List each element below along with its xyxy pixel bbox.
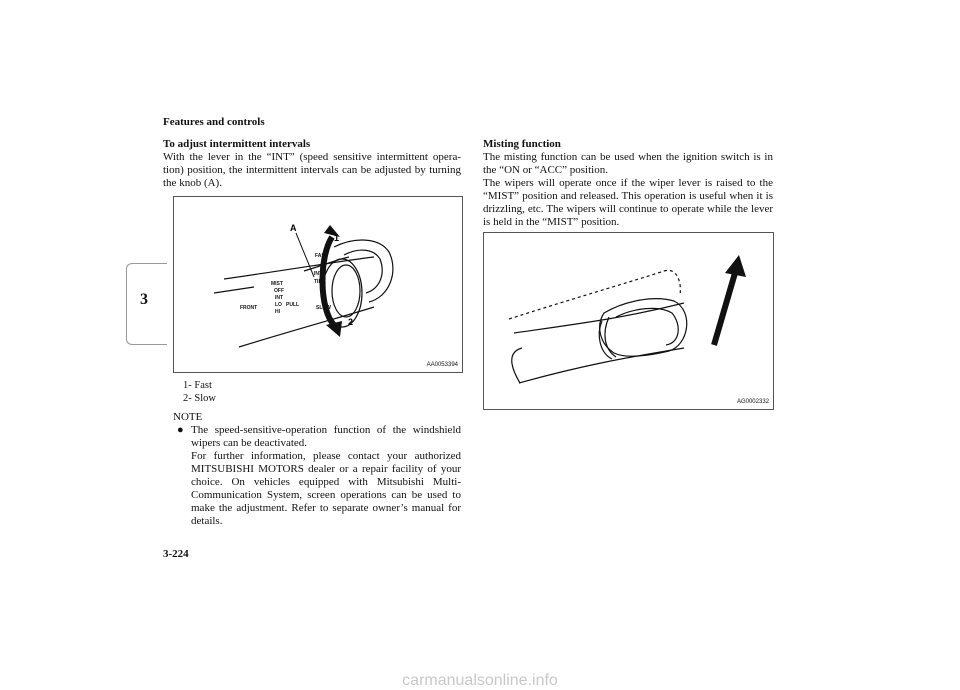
left-column	[163, 138, 461, 190]
callout-1: 1	[334, 233, 340, 243]
intermittent-body: With the lever in the “INT” (speed sensitive intermittent opera-tion) position, the intermittent intervals can be adjusted by turning the knob (A).	[163, 151, 461, 189]
misting-heading: Misting function	[483, 138, 561, 150]
knob-label-fast: FAST	[315, 253, 328, 259]
right-column	[483, 138, 773, 229]
legend-item-1: 1- Fast	[183, 380, 212, 391]
lever-label-lo: LO	[275, 302, 282, 308]
section-header: Features and controls	[163, 116, 265, 128]
mist-lever-illustration	[484, 233, 773, 409]
figure-id: AA0053394	[426, 362, 458, 368]
misting-body-2: The wipers will operate once if the wiper lever is raised to the “MIST” position and released. This operation is useful when it is drizzling, etc. The wipers will continue to operate while the lever is held in the “MIST” position.	[483, 177, 773, 228]
mist-lever-figure	[483, 232, 774, 410]
legend-item-2: 2- Slow	[183, 393, 216, 404]
note-item	[173, 424, 461, 528]
watermark: carmanualsonline.info	[402, 672, 558, 689]
wiper-knob-illustration	[174, 197, 462, 372]
wiper-knob-figure	[173, 196, 463, 373]
page-number: 3-224	[163, 548, 189, 560]
bullet-icon: ●	[177, 424, 184, 436]
misting-body-1: The misting function can be used when the ignition switch is in the “ON or “ACC” position.	[483, 151, 773, 176]
figure-legend	[183, 379, 216, 405]
chapter-tab-number: 3	[140, 291, 148, 308]
callout-a: A	[290, 223, 297, 233]
note-text: The speed-sensitive-operation function of the windshield wipers can be deactivated.	[191, 424, 461, 449]
lever-label-mist: MIST	[271, 281, 283, 287]
callout-2: 2	[348, 317, 354, 327]
lever-label-pull: PULL	[286, 302, 300, 308]
figure-id: AG0002332	[736, 399, 769, 405]
knob-label-int: INT	[314, 271, 323, 277]
knob-label-time: TIME	[314, 279, 326, 285]
knob-label-slow: SLOW	[316, 305, 331, 311]
intermittent-heading: To adjust intermittent intervals	[163, 138, 311, 150]
lever-label-int: INT	[275, 295, 284, 301]
note-title: NOTE	[173, 411, 203, 423]
note-text-2: For further information, please contact your authorized MITSUBISHI MOTORS dealer or a repair facility of your choice. On vehicles equipped with Mitsubishi Multi-Communication System, screen operations can be used to make the adjustment. Refer to separate owner’s manual for details.	[191, 450, 461, 527]
lever-label-hi: HI	[275, 309, 280, 315]
lever-label-front: FRONT	[240, 305, 258, 311]
lever-label-off: OFF	[274, 288, 284, 294]
note-block	[173, 411, 461, 528]
